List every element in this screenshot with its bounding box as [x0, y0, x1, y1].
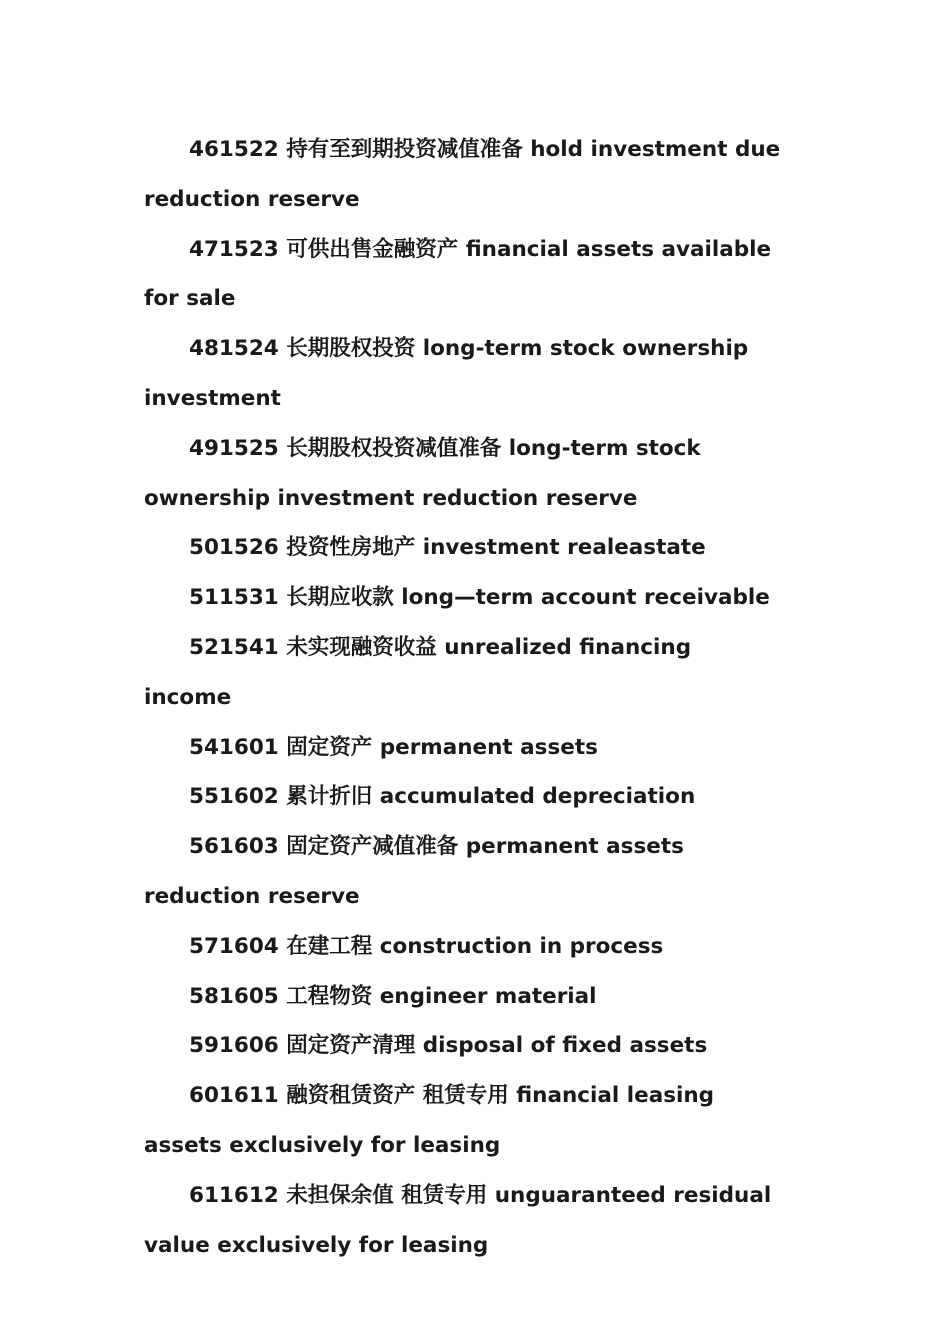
account-entry-581605: 581605 工程物资 engineer material	[189, 983, 597, 1009]
account-entry-471523: 471523 可供出售金融资产 financial assets available for sale	[144, 236, 772, 312]
account-entry-541601: 541601 固定资产 permanent assets	[189, 734, 598, 760]
account-entry-501526: 501526 投资性房地产 investment realeastate	[189, 535, 706, 561]
account-entry-571604: 571604 在建工程 construction in process	[189, 933, 664, 959]
account-entry-611612: 611612 未担保余值 租赁专用 unguaranteed residual value exclusively for leasing	[144, 1182, 772, 1258]
document-body	[144, 125, 784, 1270]
account-entry-481524: 481524 长期股权投资 long-term stock ownership investment	[144, 336, 749, 411]
account-entry-521541: 521541 未实现融资收益 unrealized financing income	[144, 634, 692, 710]
account-entry-551602: 551602 累计折旧 accumulated depreciation	[189, 784, 696, 810]
account-entry-491525: 491525 长期股权投资减值准备 long-term stock ownership investment reduction reserve	[144, 435, 701, 511]
account-entry-601611: 601611 融资租赁资产 租赁专用 financial leasing assets exclusively for leasing	[144, 1083, 715, 1158]
account-entry-461522: 461522 持有至到期投资减值准备 hold investment due reduction reserve	[144, 137, 781, 212]
account-entry-591606: 591606 固定资产清理 disposal of fixed assets	[189, 1033, 708, 1059]
account-entry-561603: 561603 固定资产减值准备 permanent assets reduction reserve	[144, 834, 684, 909]
account-entry-511531: 511531 长期应收款 long—term account receivable	[189, 585, 770, 611]
